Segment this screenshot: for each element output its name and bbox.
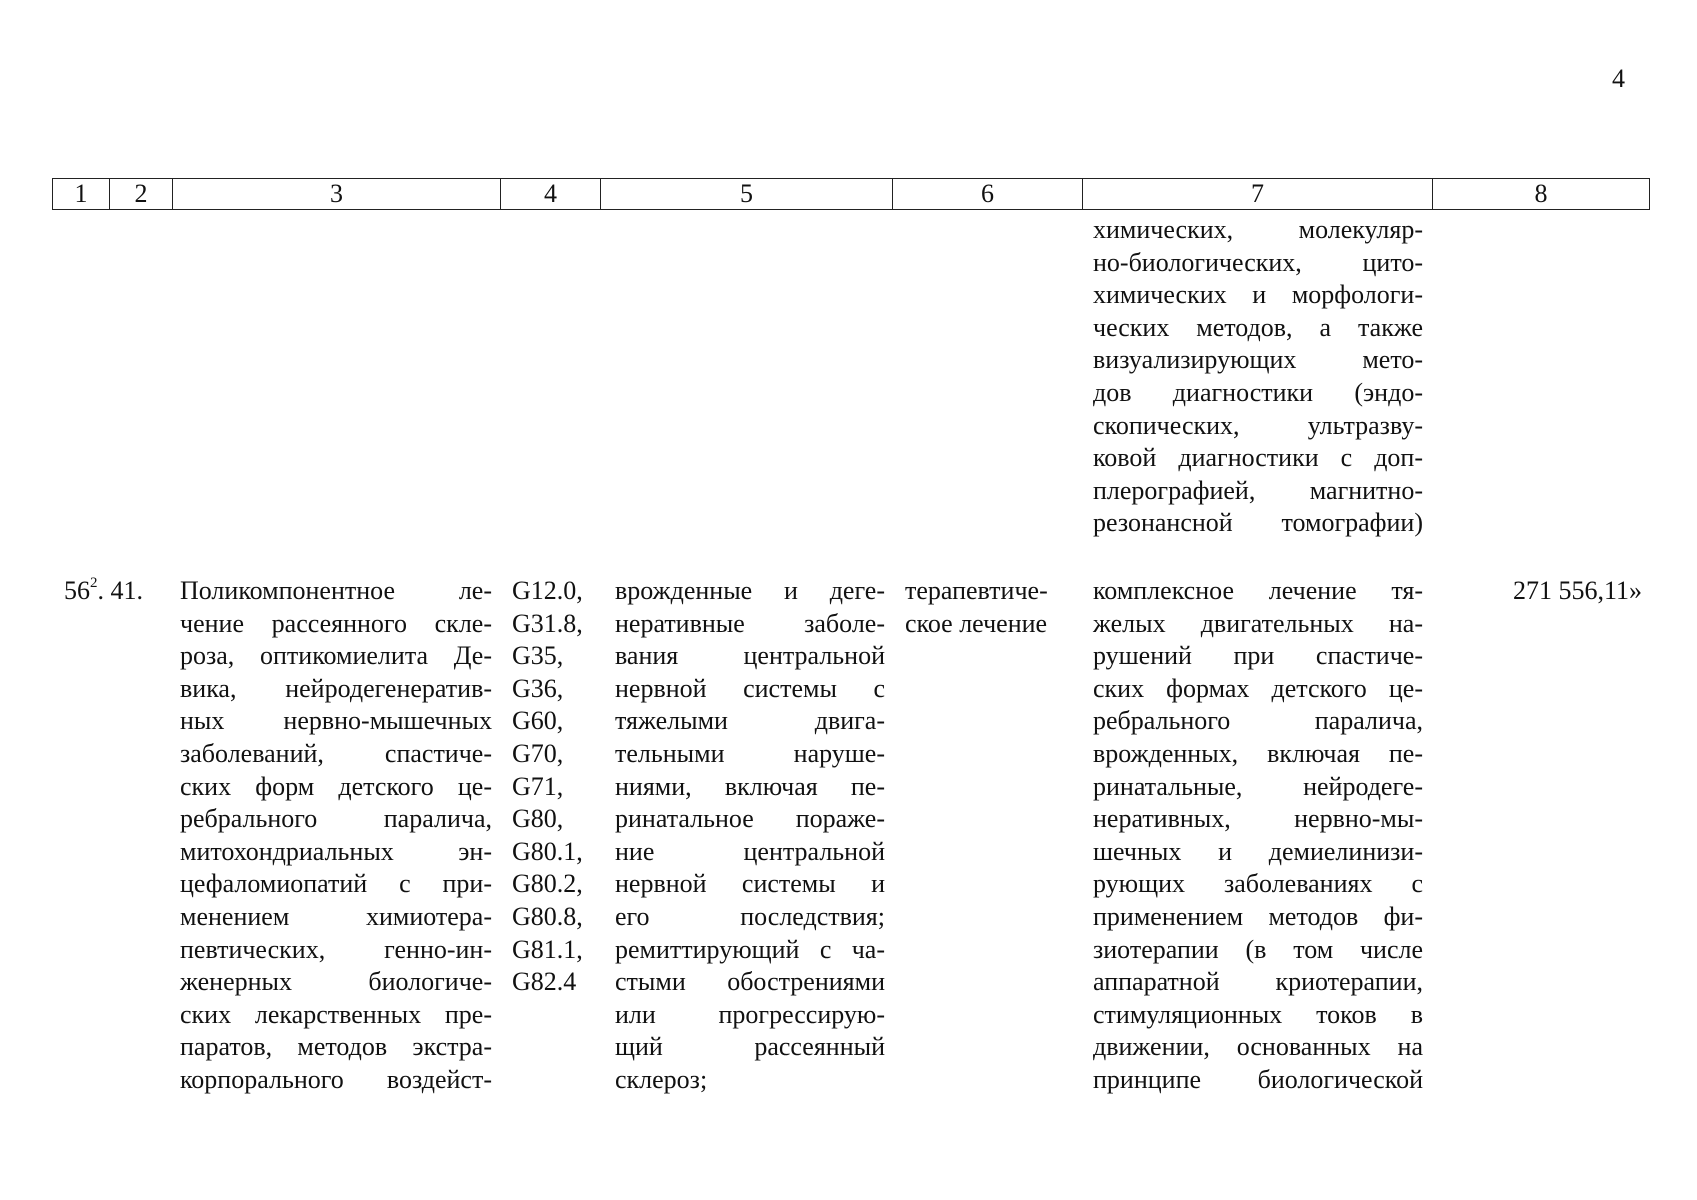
text-line: терапевтиче- bbox=[905, 576, 1048, 605]
text-line: G60, bbox=[512, 706, 564, 736]
text-line: врожденных, включая пе- bbox=[1093, 738, 1423, 768]
column-number-cell: 1 bbox=[53, 179, 110, 210]
treatment-method-text bbox=[1093, 575, 1423, 1097]
text-line: ринатальное пораже- bbox=[615, 804, 885, 834]
text-line: G80, bbox=[512, 804, 564, 834]
text-line: G82.4 bbox=[512, 967, 577, 997]
text-line: химических, молекуляр- bbox=[1093, 215, 1423, 244]
text-line: нервной системы и bbox=[615, 869, 885, 899]
text-line: ребрального паралича, bbox=[1093, 706, 1423, 736]
text-line: Поликомпонентное ле- bbox=[180, 576, 492, 605]
text-line: G35, bbox=[512, 641, 564, 671]
text-line: его последствия; bbox=[615, 901, 885, 931]
text-line: скопических, ультразву- bbox=[1093, 410, 1423, 440]
column-number-cell: 6 bbox=[893, 179, 1083, 210]
text-line: нервной системы с bbox=[615, 673, 885, 703]
row-number-superscript: 2 bbox=[90, 575, 98, 591]
text-line: G81.1, bbox=[512, 934, 583, 964]
text-line: G80.2, bbox=[512, 869, 583, 899]
text-line: тельными наруше- bbox=[615, 738, 885, 768]
text-line: вания центральной bbox=[615, 641, 885, 671]
text-line: щий рассеянный bbox=[615, 1032, 885, 1062]
text-line: ремиттирующий с ча- bbox=[615, 934, 885, 964]
text-line: стыми обострениями bbox=[615, 967, 885, 997]
text-line: ковой диагностики с доп- bbox=[1093, 443, 1423, 473]
text-line: ское лечение bbox=[905, 608, 1048, 638]
column-number-cell: 7 bbox=[1083, 179, 1433, 210]
column-number-cell: 4 bbox=[501, 179, 601, 210]
column-number-cell: 3 bbox=[173, 179, 501, 210]
text-line: цефаломиопатий с при- bbox=[180, 869, 492, 899]
text-line: химических и морфологи- bbox=[1093, 280, 1423, 310]
text-line: движении, основанных на bbox=[1093, 1032, 1423, 1062]
text-line: ние центральной bbox=[615, 836, 885, 866]
text-line: G70, bbox=[512, 738, 564, 768]
text-line: неративные заболе- bbox=[615, 608, 885, 638]
column-number-cell: 2 bbox=[110, 179, 173, 210]
text-line: или прогрессирую- bbox=[615, 999, 885, 1029]
text-line: визуализирующих мето- bbox=[1093, 345, 1423, 375]
col7-continuation-text bbox=[1093, 214, 1423, 540]
text-line: женерных биологиче- bbox=[180, 967, 492, 997]
text-line: G36, bbox=[512, 673, 564, 703]
text-line: ских форм детского це- bbox=[180, 771, 492, 801]
text-line: аппаратной криотерапии, bbox=[1093, 967, 1423, 997]
patient-model-text bbox=[615, 575, 885, 1097]
text-line: ских лекарственных пре- bbox=[180, 999, 492, 1029]
treatment-type-text bbox=[905, 575, 1073, 640]
text-line: корпорального воздейст- bbox=[180, 1064, 492, 1094]
text-line: шечных и демиелинизи- bbox=[1093, 836, 1423, 866]
text-line: рующих заболеваниях с bbox=[1093, 869, 1423, 899]
text-line: рушений при спастиче- bbox=[1093, 641, 1423, 671]
text-line: G80.8, bbox=[512, 901, 583, 931]
text-line: ринатальные, нейродеге- bbox=[1093, 771, 1423, 801]
text-line: G31.8, bbox=[512, 608, 583, 638]
text-line: дов диагностики (эндо- bbox=[1093, 377, 1423, 407]
column-number-header bbox=[52, 178, 1650, 210]
text-line: ских формах детского це- bbox=[1093, 673, 1423, 703]
text-line: чение рассеянного скле- bbox=[180, 608, 492, 638]
text-line: паратов, методов экстра- bbox=[180, 1032, 492, 1062]
text-line: врожденные и деге- bbox=[615, 576, 885, 605]
text-line: принципе биологической bbox=[1093, 1064, 1423, 1094]
cost-value: 271 556,11» bbox=[1512, 576, 1642, 605]
column-number-cell: 8 bbox=[1433, 179, 1650, 210]
text-line: но-биологических, цито- bbox=[1093, 247, 1423, 277]
icd-code-list bbox=[512, 575, 600, 999]
column-number-cell: 5 bbox=[601, 179, 893, 210]
text-line: G80.1, bbox=[512, 836, 583, 866]
column-number-row bbox=[53, 179, 1650, 210]
text-line: заболеваний, спастиче- bbox=[180, 738, 492, 768]
page-number: 4 bbox=[1612, 64, 1625, 93]
text-line: склероз; bbox=[615, 1064, 708, 1094]
text-line: ческих методов, а также bbox=[1093, 312, 1423, 342]
text-line: желых двигательных на- bbox=[1093, 608, 1423, 638]
text-line: певтических, генно-ин- bbox=[180, 934, 492, 964]
row-number bbox=[64, 575, 164, 608]
text-line: неративных, нервно-мы- bbox=[1093, 804, 1423, 834]
row-number-base: 56 bbox=[64, 576, 90, 605]
text-line: зиотерапии (в том числе bbox=[1093, 934, 1423, 964]
text-line: G71, bbox=[512, 771, 564, 801]
text-line: стимуляционных токов в bbox=[1093, 999, 1423, 1029]
text-line: комплексное лечение тя- bbox=[1093, 576, 1423, 605]
text-line: G12.0, bbox=[512, 576, 583, 605]
text-line: резонансной томографии) bbox=[1093, 508, 1423, 538]
text-line: митохондриальных эн- bbox=[180, 836, 492, 866]
text-line: ниями, включая пе- bbox=[615, 771, 885, 801]
row-number-rest: . 41. bbox=[97, 576, 143, 605]
text-line: ных нервно-мышечных bbox=[180, 706, 492, 736]
text-line: вика, нейродегенератив- bbox=[180, 673, 492, 703]
text-line: менением химиотера- bbox=[180, 901, 492, 931]
text-line: роза, оптикомиелита Де- bbox=[180, 641, 492, 671]
text-line: плерографией, магнитно- bbox=[1093, 475, 1423, 505]
text-line: тяжелыми двига- bbox=[615, 706, 885, 736]
text-line: применением методов фи- bbox=[1093, 901, 1423, 931]
treatment-name-text bbox=[180, 575, 492, 1097]
text-line: ребрального паралича, bbox=[180, 804, 492, 834]
